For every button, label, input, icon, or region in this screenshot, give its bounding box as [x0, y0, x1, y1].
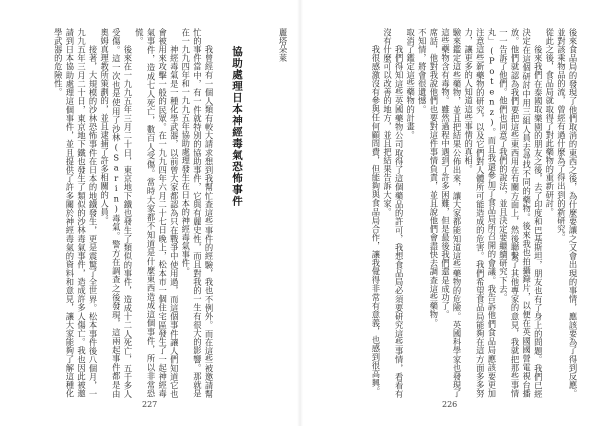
page-number: 227: [142, 400, 158, 409]
paragraph: 我很感激沒有參與任何顧問費，但能夠與食品局合作，讓我覺得非常有意義，也感到很高興。: [370, 44, 381, 396]
right-page: [300, 0, 600, 426]
paragraph: 我曾經有一個人類有較大請求想到我幫忙查這些事件的經驗，我也不例外。而在這些被邀請幫忙的事件當中，有一件就特別的協助事件，它與有麗史性，而且對我的一生有很大的影響。那就是在一九九四年和一九九五年協助處理發生在日本的神經毒氣事件。: [180, 28, 214, 398]
paragraph: 後來我們在泰國取樂園的朋友之後，去了印度和巴基斯坦，朋友也有了身上的問題。我們已經決定在這個研討中用三組人員去尋找不同的藥物。後來我也拍攝錄片，以便在英國國營電視台播放。他們就認為我們要把這些東西用在有關方面上，然後聯繫了其他專家的意見，我就把那些事情一一告訴了他們。他們也同意了我們的說法，並且決定要繼續研究下去。: [498, 28, 544, 398]
paragraph: 席話，他對我說他們也要對這件事情負責，並且說他們會盡快去調查這些藥物。: [428, 28, 439, 328]
paragraph: 接著，大規模的沙林恐怖事件在日本的地鐵發生，更是震驚了全世界。松本事件後八個月，一九九五年三月二十日，東京地下鐵也發生了類似的沙林毒氣事件，造成許多人傷亡。我也因此被邀請到日本協助處理這個事件，並且提供了許多關於神經毒氣的資料和意見，讓大家能夠了解這種化學武器的危險性。: [53, 28, 99, 398]
paragraph: 我們得知這些英國藥物公司取得了這個藥品的許可，我想食品局必須要研究這些事情，看看有沒有什麼可以改善的地方，並且把結果告訴大家。: [382, 28, 405, 398]
paragraph: 後來在一九九五年三月二十日，東京地下鐵也發生了類似的事件，造成十二人死亡，五千多人受傷。這一次也是使用了沙林(Sarin)毒氣。警方在調查之後發現，這兩起事件都是由奧姆真理教所策劃的，並且逮捕了許多相關的人員。: [99, 28, 133, 398]
signature: 麗塔朵萊: [278, 28, 288, 63]
paragraph: 驗來鑑定這些藥物，並且把結果公佈出來，讓大家都能知道這些藥物的危險。英國科學家也發現了這些藥物含有毒物。雖然過程中遇到了許多困難，但是最後我們還是成功了。: [440, 28, 463, 398]
section-heading: 協助處理日本神經毒氣恐怖事件: [231, 46, 243, 207]
paragraph: 後來食品局的發現了他們取消的東西之後，為什麼要讓之又會出現的事情，應該要為了得到反應。並對該乘物品的流，曾經有過什麼為了得出到的新研究。: [556, 28, 578, 398]
left-page-body: [18, 28, 214, 398]
paragraph: 神經毒氣是一種化學武器，以前曾大家都認為只在戰爭中使用過，而這個事件讓人們知道它也會被用來攻擊一般的民眾。在一九九四年六月二十七日晚上，松本市一個住宅區發生了一起神經毒氣事件，造成七人死亡，數百人受傷。當時大家都不知道是什麼東西造成這個事件，所以非常恐慌。: [134, 28, 180, 398]
paragraph: 從此之後，食品局就取得了對此藥物的重新研討。: [544, 28, 555, 217]
section-heading-block: [230, 46, 244, 386]
right-page-body: [316, 28, 578, 398]
paragraph: 取消了鑑定這些藥物的計畫。: [405, 28, 416, 140]
paragraph: 不知情，將會很遺憾。: [417, 28, 428, 114]
paragraph: 丸」(Potenz)。而且我還參加了食品局所召開的會議。我告訴他們食品局應該要更加注意這些新藥物的研究，以及它們對人體所可能造成的危害。我們希望食品局能夠在這方面多多努力，讓更多的人知道這些事情的真相。: [463, 28, 497, 398]
page-number: 226: [442, 400, 458, 409]
